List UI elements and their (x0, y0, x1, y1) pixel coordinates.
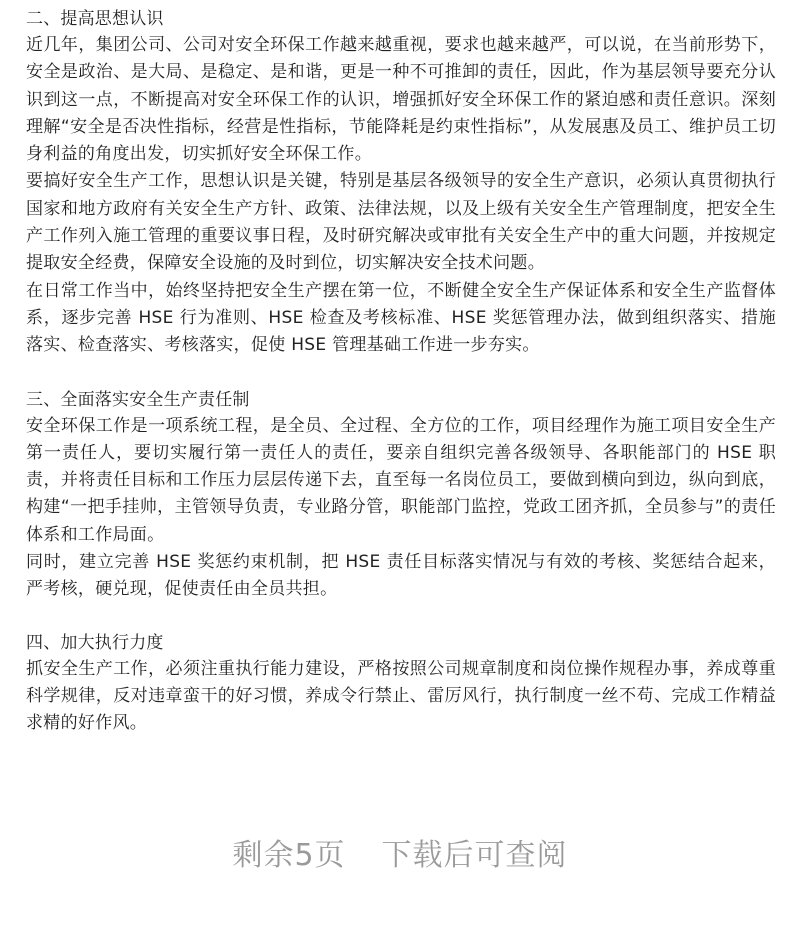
section-title: 四、加大执行力度 (26, 632, 164, 653)
section-title: 三、全面落实安全生产责任制 (26, 389, 250, 410)
remaining-pages-label: 剩余5页 (232, 838, 346, 873)
paragraph: 同时，建立完善 HSE 奖惩约束机制，把 HSE 责任目标落实情况与有效的考核、奖惩结合起来，严考核，硬兑现，促使责任由全员共担。 (26, 552, 776, 600)
download-prompt[interactable] (0, 830, 800, 874)
paragraph: 近几年，集团公司、公司对安全环保工作越来越重视，要求也越来越严，可以说，在当前形势下，安全是政治、是大局、是稳定、是和谐，更是一种不可推卸的责任，因此，作为基层领导要充分认识到这一点，不断提高对安全环保工作的认识，增强抓好安全环保工作的紧迫感和责任意识。深刻理解“安全是否决性指标，经营是性指标，节能降耗是约束性指标”，从发展惠及员工、维护员工切身利益的角度出发，切实抓好安全环保工作。 (26, 35, 776, 165)
paragraph: 在日常工作当中，始终坚持把安全生产摆在第一位，不断健全安全生产保证体系和安全生产监督体系，逐步完善 HSE 行为准则、HSE 检查及考核标准、HSE 奖惩管理办法，做到组织落实、措施落实、检查落实、考核落实，促使 HSE 管理基础工作进一步夯实。 (26, 280, 776, 356)
paragraph: 安全环保工作是一项系统工程，是全员、全过程、全方位的工作，项目经理作为施工项目安全生产第一责任人，要切实履行第一责任人的责任，要亲自组织完善各级领导、各职能部门的 HSE 职责，并将责任目标和工作压力层层传递下去，直至每一名岗位员工，要做到横向到边，纵向到底，构建“一把手挂帅，主管领导负责，专业路分管，职能部门监控，党政工团齐抓，全员参与”的责任体系和工作局面。 (26, 415, 776, 545)
section-spacer (26, 360, 776, 387)
section-title: 二、提高思想认识 (26, 9, 164, 29)
section-spacer (26, 604, 776, 630)
download-to-view-label[interactable]: 下载后可查阅 (381, 838, 568, 873)
paragraph: 抓安全生产工作，必须注重执行能力建设，严格按照公司规章制度和岗位操作规程办事，养成尊重科学规律，反对违章蛮干的好习惯，养成令行禁止、雷厉风行，执行制度一丝不苟、完成工作精益求精的好作风。 (26, 658, 776, 734)
paragraph: 要搞好安全生产工作，思想认识是关键，特别是基层各级领导的安全生产意识，必须认真贯彻执行国家和地方政府有关安全生产方针、政策、法律法规，以及上级有关安全生产管理制度，把安全生产工作列入施工管理的重要议事日程，及时研究解决或审批有关安全生产中的重大问题，并按规定提取安全经费，保障安全设施的及时到位，切实解决安全技术问题。 (26, 171, 776, 274)
